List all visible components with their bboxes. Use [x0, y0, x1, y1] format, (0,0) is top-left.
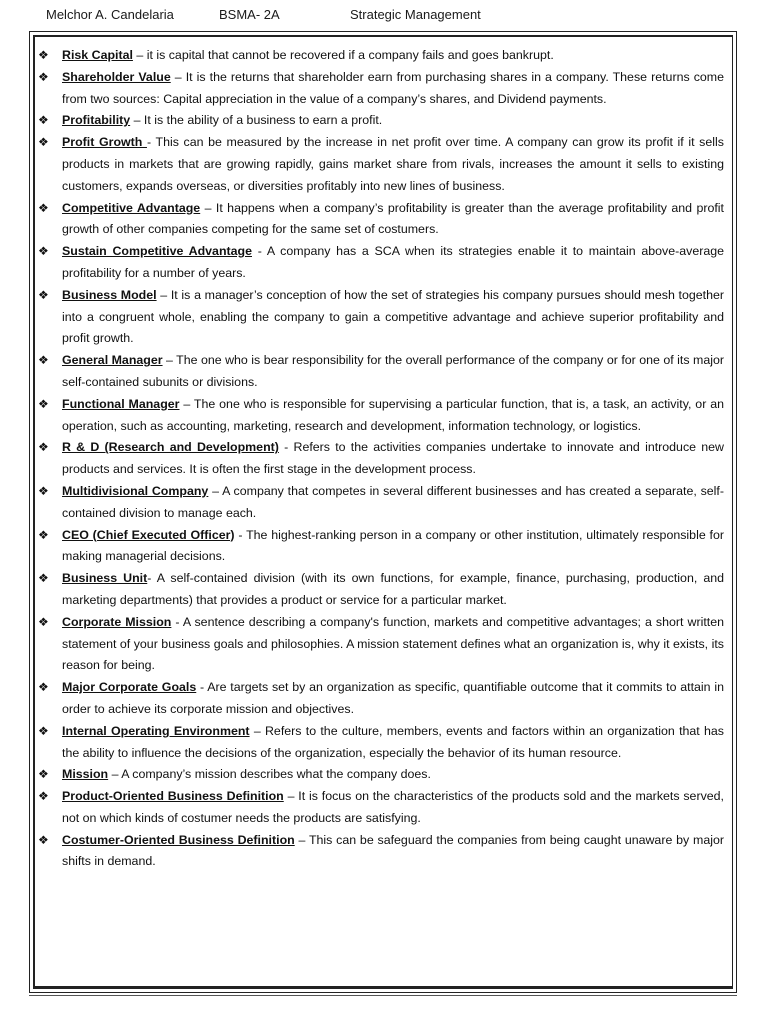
glossary-definition: – The one who is responsible for supervising a particular function, that is, a task, an activity, or an operation, such as accounting, marketing, research and development, information technology, or logistics. — [62, 396, 724, 433]
diamond-bullet-icon: ❖ — [38, 287, 49, 302]
diamond-bullet-icon: ❖ — [38, 244, 49, 259]
glossary-item — [38, 437, 724, 481]
page-header — [0, 7, 768, 25]
glossary-definition: – it is capital that cannot be recovered if a company fails and goes bankrupt. — [132, 48, 554, 62]
glossary-term: R & D (Research and Development) — [62, 440, 279, 455]
glossary-definition: - Are targets set by an organization as specific, quantifiable outcome that it commits to attain in order to achieve its corporate mission and objectives. — [62, 680, 724, 716]
glossary-term: Corporate Mission — [62, 614, 172, 629]
glossary-item — [38, 394, 724, 438]
glossary-definition: – Refers to the culture, members, events and factors within an organization that has the ability to influence the decisions of the organization, especially the behavior of its human resource. — [62, 723, 724, 760]
diamond-bullet-icon: ❖ — [38, 48, 49, 62]
glossary-term: Profit Growth — [62, 135, 147, 150]
glossary-term: Major Corporate Goals — [62, 680, 197, 695]
glossary-term: Profitability — [62, 113, 131, 128]
glossary-term: Multidivisional Company — [62, 483, 209, 498]
glossary-content — [38, 45, 724, 873]
glossary-definition: – A company’s mission describes what the company does. — [108, 767, 431, 782]
glossary-item — [38, 45, 724, 67]
diamond-bullet-icon: ❖ — [38, 571, 49, 586]
glossary-item — [38, 786, 724, 830]
glossary-definition: - A company has a SCA when its strategies enable it to maintain above-average profitability for a number of years. — [62, 244, 725, 280]
glossary-term: Costumer-Oriented Business Definition — [62, 832, 295, 847]
diamond-bullet-icon: ❖ — [38, 440, 49, 455]
glossary-definition: - A sentence describing a company's function, markets and competitive advantages; a short written statement of your business goals and philosophies. A mission statement defines what an organization is, why it exists, its reason for being. — [62, 614, 725, 673]
glossary-definition: – The one who is bear responsibility for the overall performance of the company or for one of its major self-contained subunits or divisions. — [62, 353, 724, 389]
subject-label: Strategic Management — [350, 7, 481, 22]
glossary-definition: – A company that competes in several different businesses and has created a separate, self-contained division to manage each. — [62, 483, 725, 520]
glossary-term: Business Unit — [62, 571, 148, 586]
glossary-item — [38, 110, 724, 132]
glossary-item — [38, 241, 724, 285]
glossary-definition: – It is a manager’s conception of how the set of strategies his company pursues should mesh together into a congruent whole, enabling the company to gain a competitive advantage and achieve superior profitability and profit growth. — [62, 287, 724, 346]
glossary-item — [38, 721, 724, 765]
diamond-bullet-icon: ❖ — [38, 113, 49, 128]
glossary-item — [38, 481, 724, 525]
glossary-item — [38, 198, 724, 242]
glossary-term: Product-Oriented Business Definition — [62, 789, 284, 804]
diamond-bullet-icon: ❖ — [38, 832, 49, 847]
glossary-term: Sustain Competitive Advantage — [62, 244, 252, 259]
glossary-definition: – It is the returns that shareholder earn from purchasing shares in a company. These returns come from two sources: Capital appreciation in the value of a company’s shares, and Dividend payments. — [62, 69, 725, 106]
glossary-definition: – It happens when a company’s profitability is greater than the average profitability and profit growth of other companies competing for the same set of costumers. — [62, 200, 724, 237]
diamond-bullet-icon: ❖ — [38, 767, 49, 782]
glossary-term: Competitive Advantage — [62, 200, 201, 215]
glossary-item — [38, 677, 724, 721]
section-label: BSMA- 2A — [219, 7, 280, 22]
diamond-bullet-icon: ❖ — [38, 135, 49, 150]
glossary-item — [38, 568, 724, 612]
diamond-bullet-icon: ❖ — [38, 69, 49, 84]
author-name: Melchor A. Candelaria — [46, 7, 174, 22]
diamond-bullet-icon: ❖ — [38, 723, 49, 738]
diamond-bullet-icon: ❖ — [38, 483, 49, 498]
glossary-term: Internal Operating Environment — [62, 723, 250, 738]
diamond-bullet-icon: ❖ — [38, 396, 49, 411]
glossary-term: Shareholder Value — [62, 69, 171, 84]
glossary-term: General Manager — [62, 353, 163, 368]
diamond-bullet-icon: ❖ — [38, 527, 49, 542]
diamond-bullet-icon: ❖ — [38, 680, 49, 695]
glossary-item — [38, 285, 724, 350]
glossary-definition: – It is focus on the characteristics of the products sold and the markets served, not on which kinds of costumer needs the products are satisfying. — [62, 789, 724, 825]
glossary-item — [38, 350, 724, 394]
glossary-item — [38, 612, 724, 677]
diamond-bullet-icon: ❖ — [38, 614, 49, 629]
glossary-definition: - The highest-ranking person in a company or other institution, ultimately responsible for making managerial decisions. — [62, 527, 724, 564]
glossary-item — [38, 525, 724, 569]
glossary-term: Risk Capital — [62, 48, 133, 62]
glossary-item — [38, 764, 724, 786]
diamond-bullet-icon: ❖ — [38, 353, 49, 368]
glossary-definition: - A self-contained division (with its own functions, for example, finance, purchasing, production, and marketing departments) that provides a product or service for a particular market. — [62, 571, 725, 607]
glossary-term: Functional Manager — [62, 396, 180, 411]
glossary-item — [38, 132, 724, 197]
diamond-bullet-icon: ❖ — [38, 789, 49, 804]
diamond-bullet-icon: ❖ — [38, 200, 49, 215]
glossary-definition: – It is the ability of a business to earn a profit. — [130, 113, 383, 128]
glossary-list — [38, 45, 724, 873]
glossary-item — [38, 830, 724, 874]
page-border-bottom-rule — [29, 995, 737, 996]
glossary-term: Business Model — [62, 287, 157, 302]
glossary-term: Mission — [62, 767, 109, 782]
glossary-term: CEO (Chief Executed Officer) — [62, 527, 235, 542]
glossary-definition: - Refers to the activities companies undertake to innovate and introduce new products and services. It is often the first stage in the development process. — [62, 440, 725, 477]
glossary-definition: - This can be measured by the increase in net profit over time. A company can grow its profit if it sells products in markets that are growing rapidly, gains market share from rivals, increases the amount it sells to existing customers, expands overseas, or diversities profitably into new lines of business. — [62, 135, 724, 193]
glossary-item — [38, 67, 724, 111]
glossary-definition: – This can be safeguard the companies from being caught unaware by major shifts in demand. — [62, 832, 724, 869]
